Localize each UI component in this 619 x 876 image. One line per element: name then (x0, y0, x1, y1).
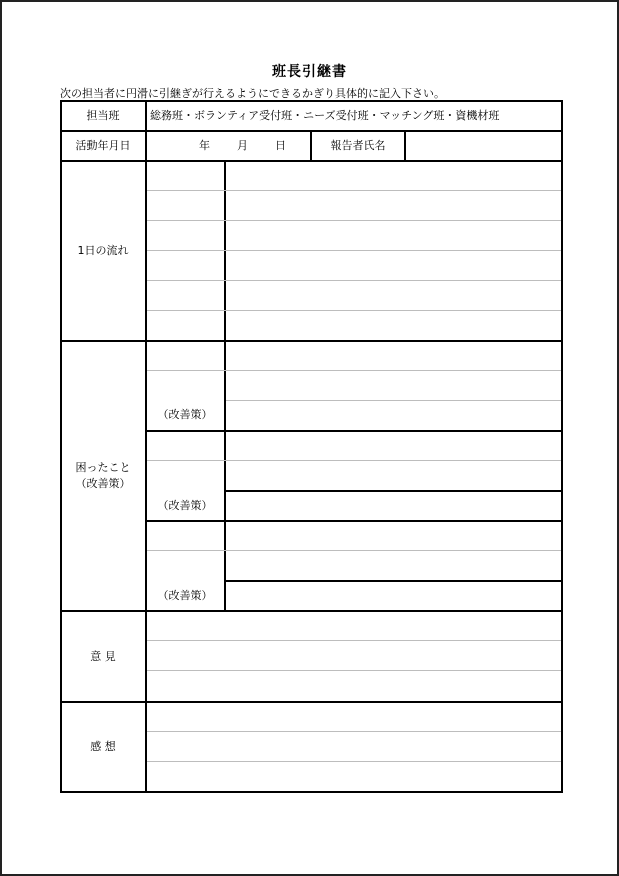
reporter-name-field[interactable] (406, 132, 561, 160)
flow-rule (147, 280, 561, 281)
improvement-divider (226, 580, 561, 582)
flow-label: 1日の流れ (77, 244, 129, 257)
flow-time-divider (224, 160, 226, 342)
date-month-label: 月 (237, 139, 248, 152)
impression-rule (147, 731, 561, 732)
trouble-rule (147, 370, 561, 371)
trouble-subcolumn-divider (224, 340, 226, 612)
trouble-label-line1: 困ったこと (75, 461, 131, 474)
improvement-divider (226, 490, 561, 492)
flow-rule (147, 250, 561, 251)
reporter-label: 報告者氏名 (330, 139, 386, 152)
opinion-rule (147, 640, 561, 641)
date-day-label: 日 (275, 139, 286, 152)
trouble-block-divider (147, 520, 561, 522)
form-border-bottom (60, 791, 563, 793)
trouble-rule (147, 550, 561, 551)
trouble-block-divider (147, 430, 561, 432)
section-divider-opinion (60, 701, 563, 703)
form-border-right (561, 100, 563, 793)
date-row-divider-1 (310, 130, 312, 162)
instruction-text: 次の担当者に円滑に引継ぎが行えるようにできるかぎり具体的に記入下さい。 (60, 87, 445, 100)
team-value: 総務班・ボランティア受付班・ニーズ受付班・マッチング班・資機材班 (150, 109, 500, 122)
trouble-rule (147, 460, 561, 461)
flow-rule (147, 190, 561, 191)
page-title: 班長引継書 (272, 64, 347, 80)
improvement-label: （改善策） (157, 408, 213, 421)
flow-rule (147, 220, 561, 221)
trouble-label-line2: （改善策） (75, 477, 131, 490)
date-field[interactable] (147, 132, 310, 160)
trouble-rule (226, 400, 561, 401)
date-year-label: 年 (199, 139, 210, 152)
form-border-top (60, 100, 563, 102)
form-border-left (60, 100, 62, 793)
impression-rule (147, 761, 561, 762)
impression-label: 感 想 (90, 740, 116, 753)
opinion-rule (147, 670, 561, 671)
opinion-label: 意 見 (90, 650, 116, 663)
team-label: 担当班 (86, 109, 120, 122)
section-divider-trouble (60, 610, 563, 612)
flow-rule (147, 310, 561, 311)
improvement-label: （改善策） (157, 499, 213, 512)
date-label: 活動年月日 (75, 139, 131, 152)
section-divider-flow (60, 340, 563, 342)
improvement-label: （改善策） (157, 589, 213, 602)
label-column-divider (145, 100, 147, 793)
